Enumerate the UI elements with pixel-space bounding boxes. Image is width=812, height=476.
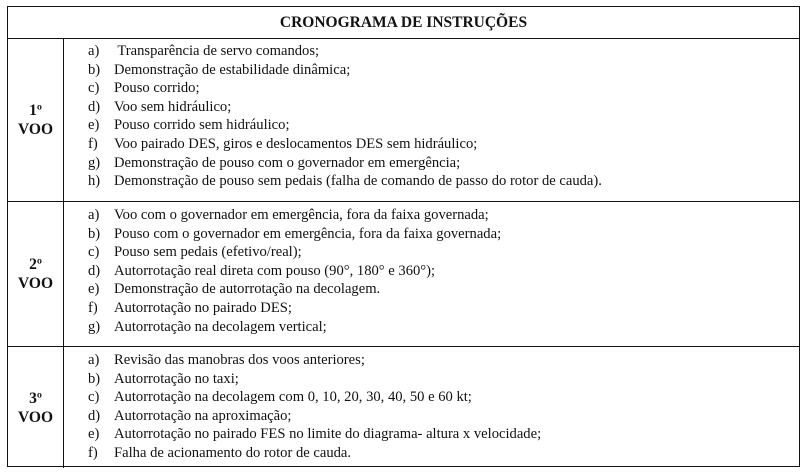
item-letter: c)	[88, 389, 100, 406]
item-letter: e)	[88, 281, 100, 298]
item-letter: h)	[88, 173, 101, 190]
item-text: Autorrotação na decolagem com 0, 10, 20, 30, 40, 50 e 60 kt;	[114, 389, 472, 406]
flight-word: VOO	[18, 120, 53, 138]
item-letter: a)	[88, 43, 100, 59]
instruction-item	[88, 299, 501, 318]
instruction-list	[88, 206, 501, 336]
item-text: Transparência de servo comandos;	[114, 43, 320, 59]
flight-label	[8, 38, 64, 201]
instruction-item	[88, 61, 602, 80]
flight-row-1	[8, 38, 799, 202]
instruction-item	[88, 407, 541, 426]
item-letter: a)	[88, 352, 100, 368]
flight-number: 2º	[29, 256, 42, 273]
item-letter: e)	[88, 117, 100, 134]
item-text: Autorrotação no taxi;	[114, 370, 239, 387]
item-letter: a)	[88, 207, 100, 223]
flight-label	[8, 202, 64, 346]
item-letter: f)	[88, 299, 98, 316]
item-text: Pouso corrido sem hidráulico;	[114, 117, 290, 134]
item-letter: c)	[88, 244, 100, 261]
instruction-item	[88, 351, 541, 370]
item-letter: b)	[88, 370, 101, 387]
flight-row-3	[8, 347, 799, 468]
instruction-item	[88, 135, 602, 154]
item-letter: d)	[88, 407, 101, 424]
item-text: Demonstração de estabilidade dinâmica;	[114, 61, 351, 78]
item-letter: c)	[88, 80, 100, 97]
instruction-list	[88, 351, 541, 463]
item-text: Demonstração de autorrotação na decolagem.	[114, 281, 381, 298]
instruction-item	[88, 172, 602, 191]
instruction-item	[88, 116, 602, 135]
table-title: CRONOGRAMA DE INSTRUÇÕES	[8, 7, 799, 39]
item-text: Autorrotação no pairado DES;	[114, 299, 292, 316]
item-letter: g)	[88, 318, 101, 335]
item-text: Autorrotação na decolagem vertical;	[114, 318, 327, 335]
item-text: Pouso corrido;	[114, 80, 200, 97]
item-text: Pouso com o governador em emergência, fora da faixa governada;	[114, 225, 502, 242]
flight-number: 1º	[29, 101, 42, 119]
flight-word: VOO	[18, 408, 53, 426]
item-text: Autorrotação no pairado FES no limite do diagrama- altura x velocidade;	[114, 426, 542, 443]
item-letter: d)	[88, 98, 101, 115]
item-letter: b)	[88, 225, 101, 242]
item-letter: f)	[88, 135, 98, 152]
item-text: Voo sem hidráulico;	[114, 98, 232, 115]
instruction-item	[88, 388, 541, 407]
instruction-schedule-table	[7, 6, 800, 467]
instruction-item	[88, 79, 602, 98]
item-text: Voo com o governador em emergência, fora da faixa governada;	[114, 207, 489, 223]
item-text: Revisão das manobras dos voos anteriores;	[114, 352, 365, 368]
instruction-item	[88, 243, 501, 262]
instruction-list	[88, 42, 602, 191]
item-text: Demonstração de pouso com o governador em emergência;	[114, 154, 461, 171]
instruction-item	[88, 444, 541, 463]
item-text: Autorrotação real direta com pouso (90°, 180° e 360°);	[114, 262, 436, 279]
flight-word: VOO	[18, 275, 53, 292]
instruction-item	[88, 262, 501, 281]
item-text: Autorrotação na aproximação;	[114, 407, 292, 424]
item-letter: d)	[88, 262, 101, 279]
item-letter: e)	[88, 426, 100, 443]
item-text: Demonstração de pouso sem pedais (falha de comando de passo do rotor de cauda).	[114, 173, 602, 190]
item-letter: b)	[88, 61, 101, 78]
instruction-item	[88, 280, 501, 299]
flight-number: 3º	[29, 389, 42, 407]
item-text: Falha de acionamento do rotor de cauda.	[114, 444, 352, 461]
instruction-item	[88, 42, 602, 61]
instruction-item	[88, 225, 501, 244]
instruction-item	[88, 425, 541, 444]
instruction-item	[88, 370, 541, 389]
flight-label	[8, 347, 64, 468]
item-text: Pouso sem pedais (efetivo/real);	[114, 244, 302, 261]
instruction-item	[88, 98, 602, 117]
flight-row-2	[8, 202, 799, 347]
item-letter: g)	[88, 154, 101, 171]
item-text: Voo pairado DES, giros e deslocamentos DES sem hidráulico;	[114, 135, 478, 152]
instruction-item	[88, 206, 501, 225]
item-letter: f)	[88, 444, 98, 461]
instruction-item	[88, 318, 501, 337]
instruction-item	[88, 154, 602, 173]
